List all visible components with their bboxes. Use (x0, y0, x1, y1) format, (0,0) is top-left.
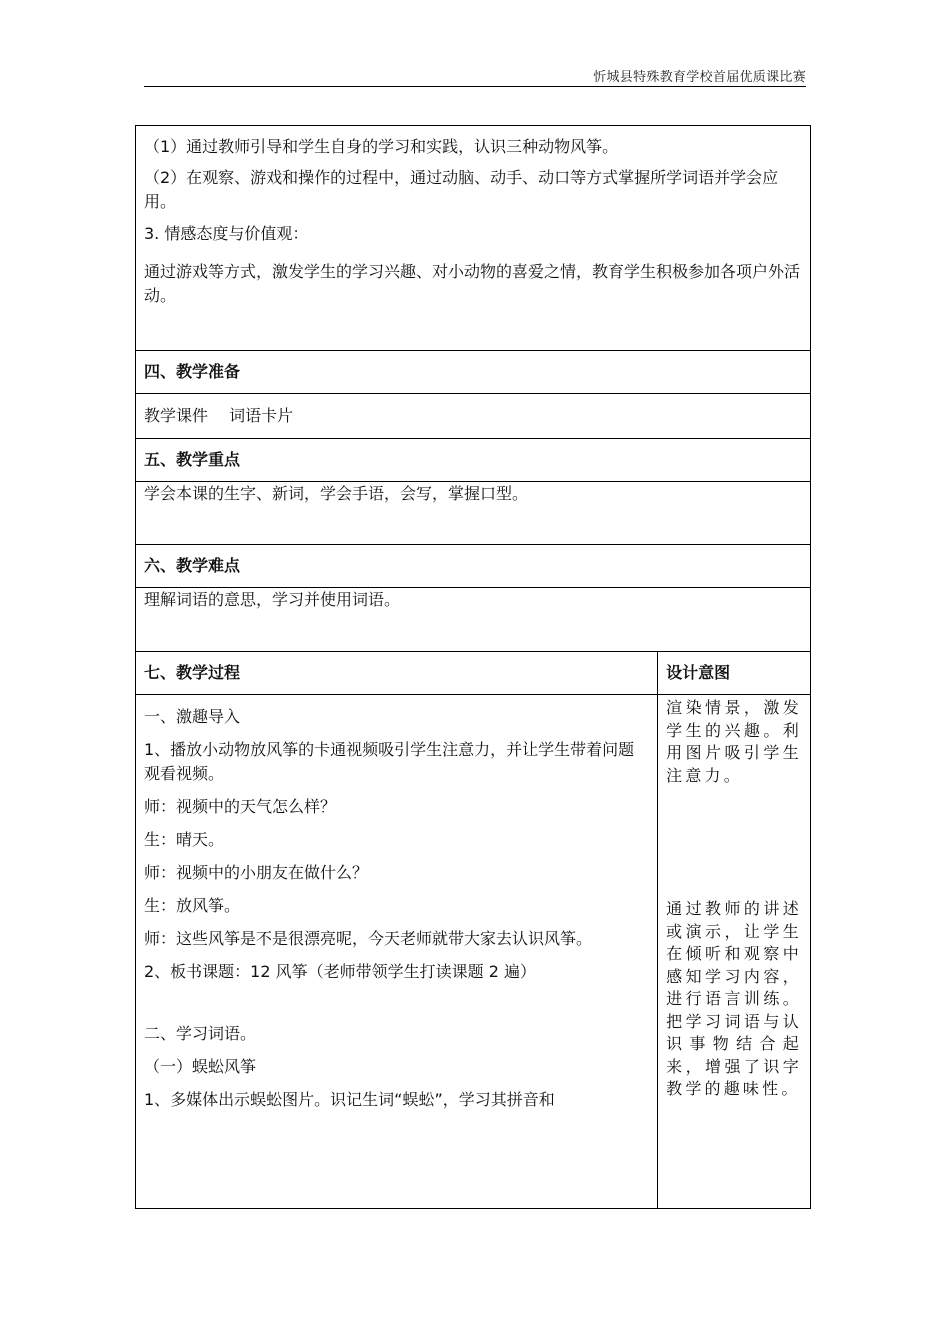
header-rule (144, 86, 806, 87)
process-line: （一）蜈蚣风筝 (144, 1057, 257, 1076)
objectives-row (136, 126, 811, 351)
key-content-row (136, 482, 811, 545)
process-line: 2、板书课题：12 风筝（老师带领学生打读课题 2 遍） (144, 962, 536, 981)
header-school-title: 忻城县特殊教育学校首届优质课比赛 (593, 70, 806, 85)
difficulty-content: 理解词语的意思，学习并使用词语。 (136, 588, 811, 652)
objective-heading-3: 3. 情感态度与价值观： (144, 224, 309, 243)
difficulty-heading: 六、教学难点 (136, 545, 811, 588)
process-line: 师：视频中的小朋友在做什么？ (144, 863, 369, 882)
intent-content (658, 695, 811, 1209)
prep-content: 教学课件 词语卡片 (136, 394, 811, 439)
prep-heading: 四、教学准备 (136, 351, 811, 394)
process-line: 1、播放小动物放风筝的卡通视频吸引学生注意力，并让学生带着问题观看视频。 (144, 740, 635, 783)
process-content (136, 695, 658, 1209)
objective-paragraph-2: （2）在观察、游戏和操作的过程中，通过动脑、动手、动口等方式掌握所学词语并学会应用。 (144, 168, 779, 211)
prep-content-row (136, 394, 811, 439)
intent-block-1: 渲染情景，激发学生的兴趣。利用图片吸引学生注意力。 (666, 698, 802, 785)
process-line: 师：视频中的天气怎么样？ (144, 797, 337, 816)
key-content: 学会本课的生字、新词，学会手语，会写，掌握口型。 (136, 482, 811, 545)
process-line: 1、多媒体出示蜈蚣图片。识记生词“蜈蚣”，学习其拼音和 (144, 1090, 555, 1109)
prep-heading-row (136, 351, 811, 394)
process-content-row (136, 695, 811, 1209)
lesson-plan-table (135, 125, 811, 1209)
process-line: 一、激趣导入 (144, 707, 241, 726)
intent-heading: 设计意图 (658, 652, 811, 695)
process-line: 二、学习词语。 (144, 1024, 257, 1043)
objectives-cell (136, 126, 811, 351)
process-line: 生：晴天。 (144, 830, 225, 849)
key-heading-row (136, 439, 811, 482)
process-heading-row (136, 652, 811, 695)
process-heading: 七、教学过程 (136, 652, 658, 695)
process-line: 师：这些风筝是不是很漂亮呢，今天老师就带大家去认识风筝。 (144, 929, 593, 948)
key-heading: 五、教学重点 (136, 439, 811, 482)
objective-paragraph-1: （1）通过教师引导和学生自身的学习和实践，认识三种动物风筝。 (144, 137, 619, 156)
intent-block-2: 通过教师的讲述或演示，让学生在倾听和观察中感知学习内容，进行语言训练。把学习词语与认识事物结合起来，增强了识字教学的趣味性。 (666, 899, 802, 1098)
difficulty-content-row (136, 588, 811, 652)
process-line: 生：放风筝。 (144, 896, 241, 915)
objective-paragraph-4: 通过游戏等方式，激发学生的学习兴趣、对小动物的喜爱之情，教育学生积极参加各项户外活动。 (144, 262, 801, 305)
difficulty-heading-row (136, 545, 811, 588)
